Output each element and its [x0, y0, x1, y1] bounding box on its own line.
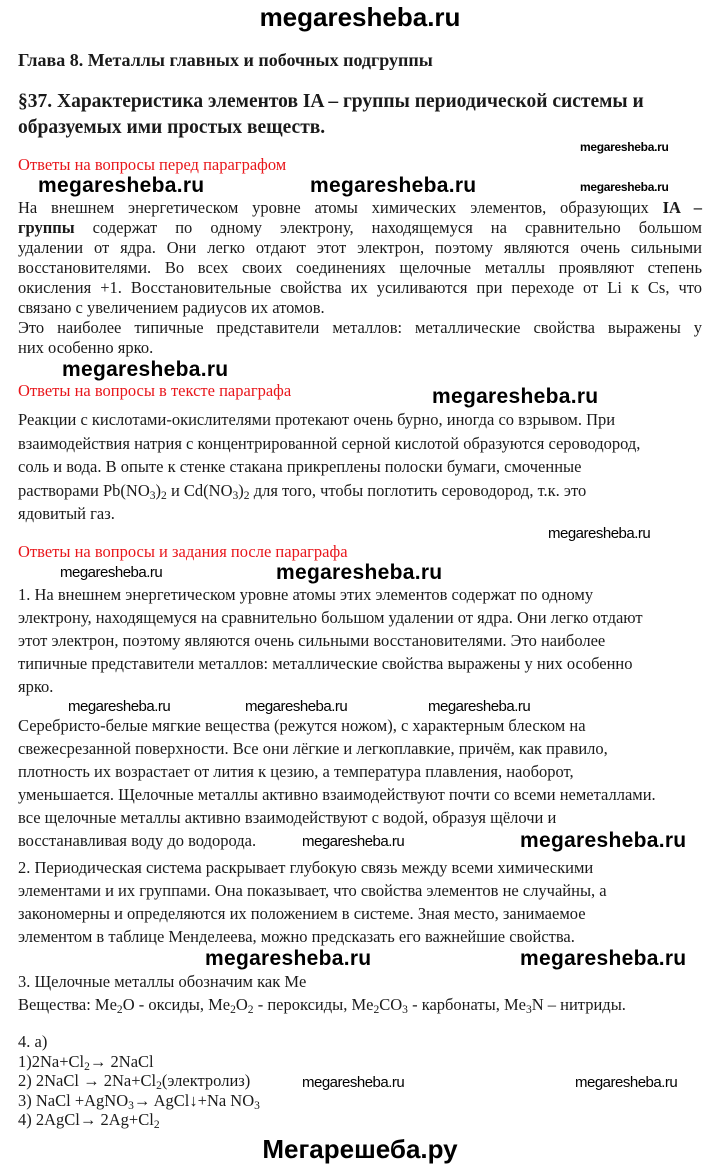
text-segment: 3. Щелочные металлы обозначим как Me [18, 972, 307, 991]
text-line [18, 972, 306, 992]
text-segment: уменьшается. Щелочные металлы активно взаимодействуют почти со всеми неметаллами. [18, 785, 656, 804]
text-line [18, 785, 656, 805]
text-segment: для того, чтобы поглотить сероводород, т.к. это [249, 480, 587, 500]
text-segment: ) [238, 480, 244, 500]
watermark: megaresheba.ru [60, 564, 163, 581]
text-segment: 1)2Na+Cl [18, 1051, 85, 1071]
text-segment: 4) 2AgCl→ 2Ag+Cl [18, 1110, 154, 1129]
text-segment: этот электрон, поэтому являются очень сильными восстановителями. Это наиболее [18, 631, 606, 650]
subscript: 2 [247, 1003, 254, 1016]
text-line [18, 1052, 154, 1072]
watermark: megaresheba.ru [432, 385, 599, 408]
watermark: megaresheba.ru [310, 174, 477, 197]
text-segment: O - оксиды, Me [122, 995, 231, 1014]
text-line [18, 481, 586, 501]
heading-before-paragraph: Ответы на вопросы перед параграфом [18, 155, 287, 174]
watermark: megaresheba.ru [62, 358, 229, 381]
section-title-line: образуемых ими простых веществ. [18, 117, 326, 138]
watermark: megaresheba.ru [428, 698, 531, 715]
watermark: megaresheba.ru [245, 698, 348, 715]
text-line [18, 318, 702, 338]
text-line [18, 1071, 250, 1091]
text-segment: Это наиболее типичные представители металлов: металлические свойства выражены у [18, 318, 702, 337]
text-segment: Реакции с кислотами-окислителями протекают очень бурно, иногда со взрывом. При [18, 410, 616, 429]
text-segment: ) [155, 480, 162, 500]
text-segment: типичные представители металлов: металлические свойства выражены у них особенно [18, 654, 633, 673]
subscript: 3 [149, 489, 156, 502]
watermark-footer: Мегарешеба.ру [262, 1134, 458, 1164]
text-line [18, 457, 581, 477]
text-segment: элементом в таблице Менделеева, можно предсказать его важнейшие свойства. [18, 927, 575, 946]
text-segment: 4. а) [18, 1032, 48, 1051]
text-segment: Серебристо-белые мягкие вещества (режутся ножом), с характерным блеском на [18, 716, 586, 735]
text-line [18, 808, 556, 828]
text-segment: восстанавливая воду до водорода. [18, 831, 257, 850]
text-segment: них особенно ярко. [18, 338, 154, 357]
subscript: 2 [373, 1003, 380, 1016]
text-line [18, 298, 325, 318]
text-segment: взаимодействия натрия с концентрированной серной кислотой образуются сероводород, [18, 433, 641, 453]
watermark: megaresheba.ru [580, 180, 669, 194]
watermark: megaresheba.ru [520, 947, 687, 970]
text-segment: 1. На внешнем энергетическом уровне атомы этих элементов содержат по одному [18, 585, 594, 604]
watermark: megaresheba.ru [38, 174, 205, 197]
text-line [18, 608, 643, 628]
text-segment: На внешнем энергетическом уровне атомы химических элементов, образующих [18, 198, 663, 217]
text-segment: соль и вода. В опыте к стенке стакана прикреплены полоски бумаги, смоченные [18, 457, 582, 476]
text-segment: все щелочные металлы активно взаимодействуют с водой, образуя щёлочи и [18, 808, 557, 827]
watermark: megaresheba.ru [68, 698, 171, 715]
text-segment: → 2NaCl [89, 1051, 154, 1071]
text-line [18, 927, 575, 947]
watermark: megaresheba.ru [580, 140, 669, 154]
subscript: 3 [232, 489, 239, 502]
section-title-line: §37. Характеристика элементов IA – группы периодической системы и [18, 91, 644, 112]
text-segment: закономерны и определяются их положением в системе. Зная место, занимаемое [18, 904, 586, 923]
text-line [18, 631, 605, 651]
text-line [18, 654, 633, 674]
subscript: 3 [525, 1003, 532, 1016]
text-line [18, 338, 153, 358]
watermark: megaresheba.ru [276, 561, 443, 584]
text-segment: восстановителями. Во всех своих соединениях щелочные металлы проявляют степень [18, 258, 702, 277]
text-segment: свежесрезанной поверхности. Все они лёгкие и легкоплавкие, причём, как правило, [18, 739, 608, 758]
text-line [18, 904, 586, 924]
text-line [18, 831, 256, 851]
subscript: 2 [230, 1003, 236, 1016]
text-segment: IA – [662, 198, 702, 217]
text-line [18, 739, 608, 759]
text-segment: группы [18, 218, 75, 237]
text-segment: ядовитый газ. [18, 504, 115, 523]
text-line [18, 585, 593, 605]
text-line [18, 1091, 260, 1111]
subscript: 3 [128, 1099, 134, 1112]
watermark: megaresheba.ru [548, 525, 651, 542]
text-segment: 2. Периодическая система раскрывает глубокую связь между всеми химическими [18, 858, 594, 877]
chapter-title: Глава 8. Металлы главных и побочных подгруппы [18, 50, 433, 70]
subscript: 3 [254, 1099, 260, 1112]
subscript: 2 [156, 1079, 162, 1092]
subscript: 2 [243, 489, 250, 502]
text-segment: плотность их возрастает от лития к цезию, а температура плавления, наоборот, [18, 762, 574, 781]
watermark: megaresheba.ru [520, 829, 687, 852]
text-line [18, 238, 702, 258]
subscript: 3 [402, 1003, 408, 1016]
text-line [18, 218, 702, 238]
subscript: 2 [84, 1060, 90, 1073]
text-segment: связано с увеличением радиусов их атомов. [18, 298, 325, 317]
watermark: megaresheba.ru [302, 1074, 405, 1091]
text-segment: удалении от ядра. Они легко отдают этот электрон, поэтому являются очень сильными [18, 238, 702, 257]
text-segment: 2) 2NaCl → 2Na+Cl [18, 1071, 157, 1090]
subscript: 2 [153, 1118, 160, 1131]
text-segment: окисления +1. Восстановительные свойства их усиливаются при переходе от Li к Cs, что [18, 278, 702, 297]
heading-after-paragraph: Ответы на вопросы и задания после параграфа [18, 542, 348, 561]
text-segment: и Cd(NO [166, 480, 233, 500]
text-segment: электрону, находящемуся на сравнительно большом удалении от ядра. Они легко отдают [18, 608, 643, 627]
text-line [18, 995, 626, 1015]
text-segment: O [235, 995, 248, 1014]
text-line [18, 258, 702, 278]
text-segment: 3) NaCl +AgNO [18, 1090, 129, 1110]
text-segment: (электролиз) [161, 1071, 251, 1090]
watermark: megaresheba.ru [302, 833, 405, 850]
text-segment: N – нитриды. [531, 995, 626, 1014]
subscript: 2 [116, 1003, 123, 1016]
text-segment: содержат по одному электрону, находящемуся на сравнительно большом [74, 218, 702, 237]
text-segment: - пероксиды, Me [253, 995, 374, 1014]
text-segment: Вещества: Me [18, 995, 117, 1014]
text-segment: - карбонаты, Me [407, 995, 526, 1014]
text-segment: CO [379, 995, 403, 1014]
text-line [18, 198, 702, 218]
text-line [18, 716, 586, 736]
text-segment: → AgCl↓+Na NO [133, 1090, 255, 1110]
text-line [18, 762, 574, 782]
text-line [18, 278, 702, 298]
text-line [18, 677, 53, 697]
watermark: megaresheba.ru [205, 947, 372, 970]
text-line [18, 434, 640, 454]
watermark: megaresheba.ru [575, 1074, 678, 1091]
text-line [18, 504, 115, 524]
heading-in-text: Ответы на вопросы в тексте параграфа [18, 381, 292, 400]
text-segment: ярко. [18, 677, 54, 696]
text-line [18, 858, 593, 878]
text-line [18, 1110, 160, 1130]
text-line [18, 1032, 47, 1052]
watermark-header: megaresheba.ru [259, 2, 461, 32]
text-segment: растворами Pb(NO [18, 480, 150, 500]
subscript: 2 [161, 489, 167, 502]
text-line [18, 410, 615, 430]
text-segment: элементами и их группами. Она показывает, что свойства элементов не случайны, а [18, 881, 607, 900]
text-line [18, 881, 607, 901]
